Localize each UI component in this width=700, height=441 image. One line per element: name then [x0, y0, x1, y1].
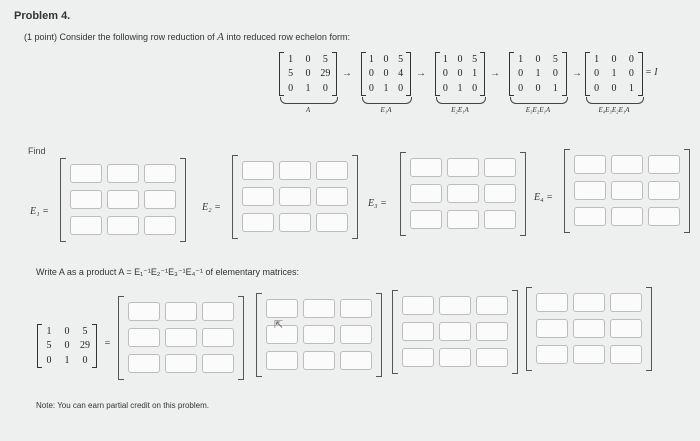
matrix-entry: 0: [442, 68, 448, 80]
left-bracket: [400, 152, 406, 236]
matrix-entry-input[interactable]: [279, 161, 311, 180]
matrix-entry-input[interactable]: [439, 322, 471, 341]
matrix-entry: 0: [628, 53, 634, 65]
matrix-entry: 5: [288, 68, 294, 80]
e3-matrix-input: [400, 152, 526, 236]
matrix-entry-input[interactable]: [484, 184, 516, 203]
e1-label: E₁ =: [30, 206, 49, 217]
matrix-entry: 0: [518, 68, 524, 80]
matrix-entry-input[interactable]: [402, 322, 434, 341]
matrix-entry-input[interactable]: [128, 328, 160, 347]
e2-matrix-input: [232, 155, 358, 239]
matrix-entry-input[interactable]: [611, 181, 643, 200]
e4-label: E₄ =: [534, 192, 553, 203]
matrix-entry: 1: [288, 53, 294, 65]
matrix-entry: 0: [552, 68, 558, 80]
matrix-entry-input[interactable]: [573, 345, 605, 364]
arrow-icon: →: [416, 68, 426, 79]
e3-label: E₃ =: [368, 198, 387, 209]
rref-matrix-2: [364, 52, 408, 96]
matrix-entry: 0: [305, 53, 311, 65]
matrix-entry-input[interactable]: [242, 161, 274, 180]
left-bracket: [60, 158, 66, 242]
brace-underline: [436, 97, 486, 104]
matrix-entry: 5: [472, 53, 478, 65]
rref-matrix-4: [512, 52, 564, 96]
matrix-entry-input[interactable]: [610, 293, 642, 312]
matrix-entry: 1: [305, 83, 311, 95]
right-bracket: [646, 287, 652, 371]
matrix-entry-input[interactable]: [402, 296, 434, 315]
brace-underline: [362, 97, 412, 104]
matrix-entry: 0: [368, 83, 374, 95]
matrix-entry-input[interactable]: [439, 296, 471, 315]
matrix-entry: 0: [628, 68, 634, 80]
matrix-entry-input[interactable]: [165, 354, 197, 373]
left-bracket: [526, 287, 532, 371]
e4-matrix-input: [564, 149, 690, 233]
matrix-entry-input[interactable]: [316, 187, 348, 206]
matrix-entry-input[interactable]: [402, 348, 434, 367]
right-bracket: [376, 293, 382, 377]
matrix-entry: 1: [457, 83, 463, 95]
matrix-entry: 5: [82, 325, 88, 337]
matrix-entry-input[interactable]: [439, 348, 471, 367]
matrix-entry-input[interactable]: [484, 158, 516, 177]
right-bracket: [238, 296, 244, 380]
right-bracket: [512, 290, 518, 374]
inverse-factor-3-input: [392, 290, 518, 374]
arrow-icon: →: [342, 68, 352, 79]
matrix-entry-input[interactable]: [648, 155, 680, 174]
matrix-entry: 0: [594, 83, 600, 95]
matrix-entry-input[interactable]: [574, 155, 606, 174]
matrix-entry: 1: [552, 83, 558, 95]
matrix-entry: 1: [472, 68, 478, 80]
matrix-entry: 0: [611, 83, 617, 95]
matrix-entry: 0: [518, 83, 524, 95]
right-bracket: [684, 149, 690, 233]
matrix-entry-input[interactable]: [410, 158, 442, 177]
left-bracket: [256, 293, 262, 377]
equals-sign: =: [104, 338, 111, 349]
matrix-entry-input[interactable]: [574, 181, 606, 200]
matrix-entry-input[interactable]: [303, 299, 335, 318]
matrix-entry-input[interactable]: [536, 293, 568, 312]
matrix-entry: 0: [288, 83, 294, 95]
matrix-entry: 5: [322, 53, 328, 65]
matrix-caption: E₂E₁A: [451, 106, 469, 114]
matrix-entry-input[interactable]: [144, 190, 176, 209]
matrix-entry: 1: [535, 68, 541, 80]
matrix-entry-input[interactable]: [165, 328, 197, 347]
prompt-text: (1 point) Consider the following row reduction of: [24, 32, 215, 42]
matrix-entry-input[interactable]: [340, 299, 372, 318]
matrix-entry-input[interactable]: [70, 216, 102, 235]
matrix-entry: 0: [535, 53, 541, 65]
inverse-factor-2-input: [256, 293, 382, 377]
a-matrix: [40, 324, 94, 368]
matrix-entry-input[interactable]: [202, 354, 234, 373]
e1-matrix-input: [60, 158, 186, 242]
matrix-entry-input[interactable]: [128, 354, 160, 373]
matrix-entry: 0: [398, 83, 404, 95]
matrix-entry-input[interactable]: [107, 190, 139, 209]
matrix-entry-input[interactable]: [447, 210, 479, 229]
matrix-entry: 0: [322, 83, 328, 95]
matrix-entry-input[interactable]: [536, 345, 568, 364]
right-bracket: [180, 158, 186, 242]
matrix-entry-input[interactable]: [340, 325, 372, 344]
matrix-entry-input[interactable]: [536, 319, 568, 338]
matrix-entry: 0: [46, 355, 52, 367]
rref-matrix-1: [282, 52, 334, 96]
prompt-tail: into reduced row echelon form:: [226, 32, 350, 42]
matrix-entry: 0: [305, 68, 311, 80]
arrow-icon: →: [490, 68, 500, 79]
e2-label: E₂ =: [202, 202, 221, 213]
matrix-entry: 5: [552, 53, 558, 65]
right-bracket: [520, 152, 526, 236]
matrix-entry-input[interactable]: [316, 213, 348, 232]
inverse-factor-1-input: [118, 296, 244, 380]
note-text: Note: You can earn partial credit on this problem.: [36, 401, 209, 410]
matrix-entry-input[interactable]: [340, 351, 372, 370]
matrix-entry-input[interactable]: [610, 345, 642, 364]
matrix-entry-input[interactable]: [70, 164, 102, 183]
matrix-entry-input[interactable]: [107, 164, 139, 183]
matrix-entry: 5: [398, 53, 404, 65]
left-bracket: [232, 155, 238, 239]
matrix-entry-input[interactable]: [410, 210, 442, 229]
matrix-entry: 0: [383, 53, 389, 65]
prompt-variable: A: [217, 31, 224, 43]
inverse-factor-4-input: [526, 287, 652, 371]
mouse-cursor-icon: ⇱: [274, 319, 284, 331]
matrix-entry: 29: [320, 68, 331, 80]
matrix-entry: 0: [368, 68, 374, 80]
problem-title: Problem 4.: [14, 10, 71, 22]
matrix-entry: 0: [64, 340, 70, 352]
matrix-entry-input[interactable]: [202, 302, 234, 321]
matrix-entry-input[interactable]: [573, 293, 605, 312]
find-label: Find: [28, 146, 46, 156]
left-bracket: [392, 290, 398, 374]
matrix-entry-input[interactable]: [611, 207, 643, 226]
matrix-entry-input[interactable]: [279, 213, 311, 232]
matrix-entry: 0: [611, 53, 617, 65]
matrix-caption: E₄E₃E₂E₁A: [598, 106, 630, 114]
matrix-entry: 5: [46, 340, 52, 352]
matrix-entry: 1: [628, 83, 634, 95]
matrix-entry-input[interactable]: [107, 216, 139, 235]
matrix-entry: 0: [535, 83, 541, 95]
matrix-entry-input[interactable]: [484, 210, 516, 229]
matrix-entry-input[interactable]: [476, 348, 508, 367]
rref-matrix-5: [588, 52, 640, 96]
matrix-entry-input[interactable]: [476, 322, 508, 341]
matrix-caption: E₃E₂E₁A: [525, 106, 551, 114]
matrix-entry: 0: [82, 355, 88, 367]
matrix-entry: 1: [611, 68, 617, 80]
matrix-entry: 0: [472, 83, 478, 95]
matrix-entry: 1: [64, 355, 70, 367]
left-bracket: [118, 296, 124, 380]
matrix-entry-input[interactable]: [410, 184, 442, 203]
brace-underline: [280, 97, 338, 104]
matrix-caption: E₁A: [380, 106, 392, 114]
matrix-entry: 1: [368, 53, 374, 65]
matrix-entry: 0: [457, 53, 463, 65]
right-bracket: [352, 155, 358, 239]
matrix-entry: 1: [594, 53, 600, 65]
matrix-entry-input[interactable]: [128, 302, 160, 321]
matrix-entry: 1: [46, 325, 52, 337]
matrix-entry-input[interactable]: [279, 187, 311, 206]
matrix-entry: 0: [442, 83, 448, 95]
matrix-entry-input[interactable]: [316, 161, 348, 180]
left-bracket: [564, 149, 570, 233]
rref-matrix-3: [438, 52, 482, 96]
matrix-entry-input[interactable]: [610, 319, 642, 338]
matrix-entry-input[interactable]: [574, 207, 606, 226]
matrix-caption: A: [305, 106, 311, 114]
matrix-entry-input[interactable]: [266, 299, 298, 318]
matrix-entry: 1: [383, 83, 389, 95]
arrow-icon: →: [572, 68, 582, 79]
matrix-entry-input[interactable]: [648, 207, 680, 226]
matrix-entry-input[interactable]: [202, 328, 234, 347]
matrix-entry-input[interactable]: [165, 302, 197, 321]
matrix-entry-input[interactable]: [573, 319, 605, 338]
matrix-entry-input[interactable]: [447, 158, 479, 177]
matrix-entry-input[interactable]: [70, 190, 102, 209]
brace-underline: [510, 97, 568, 104]
matrix-entry-input[interactable]: [303, 351, 335, 370]
matrix-entry: 0: [594, 68, 600, 80]
matrix-entry: 0: [383, 68, 389, 80]
matrix-entry-input[interactable]: [611, 155, 643, 174]
matrix-entry-input[interactable]: [447, 184, 479, 203]
product-instruction: Write A as a product A = E₁⁻¹E₂⁻¹E₃⁻¹E₄⁻¹ of elementary matrices:: [36, 267, 300, 277]
matrix-entry: 29: [80, 340, 90, 352]
problem-prompt: [24, 31, 350, 43]
matrix-entry-input[interactable]: [266, 351, 298, 370]
matrix-entry-input[interactable]: [303, 325, 335, 344]
matrix-entry-input[interactable]: [144, 164, 176, 183]
matrix-entry: 4: [398, 68, 404, 80]
brace-underline: [586, 97, 644, 104]
matrix-entry-input[interactable]: [242, 213, 274, 232]
matrix-entry-input[interactable]: [476, 296, 508, 315]
matrix-entry-input[interactable]: [144, 216, 176, 235]
matrix-entry: 1: [518, 53, 524, 65]
matrix-entry: 1: [442, 53, 448, 65]
matrix-entry: 0: [457, 68, 463, 80]
matrix-entry-input[interactable]: [242, 187, 274, 206]
matrix-entry: 0: [64, 325, 70, 337]
matrix-entry-input[interactable]: [648, 181, 680, 200]
equals-identity: = I: [645, 67, 658, 78]
